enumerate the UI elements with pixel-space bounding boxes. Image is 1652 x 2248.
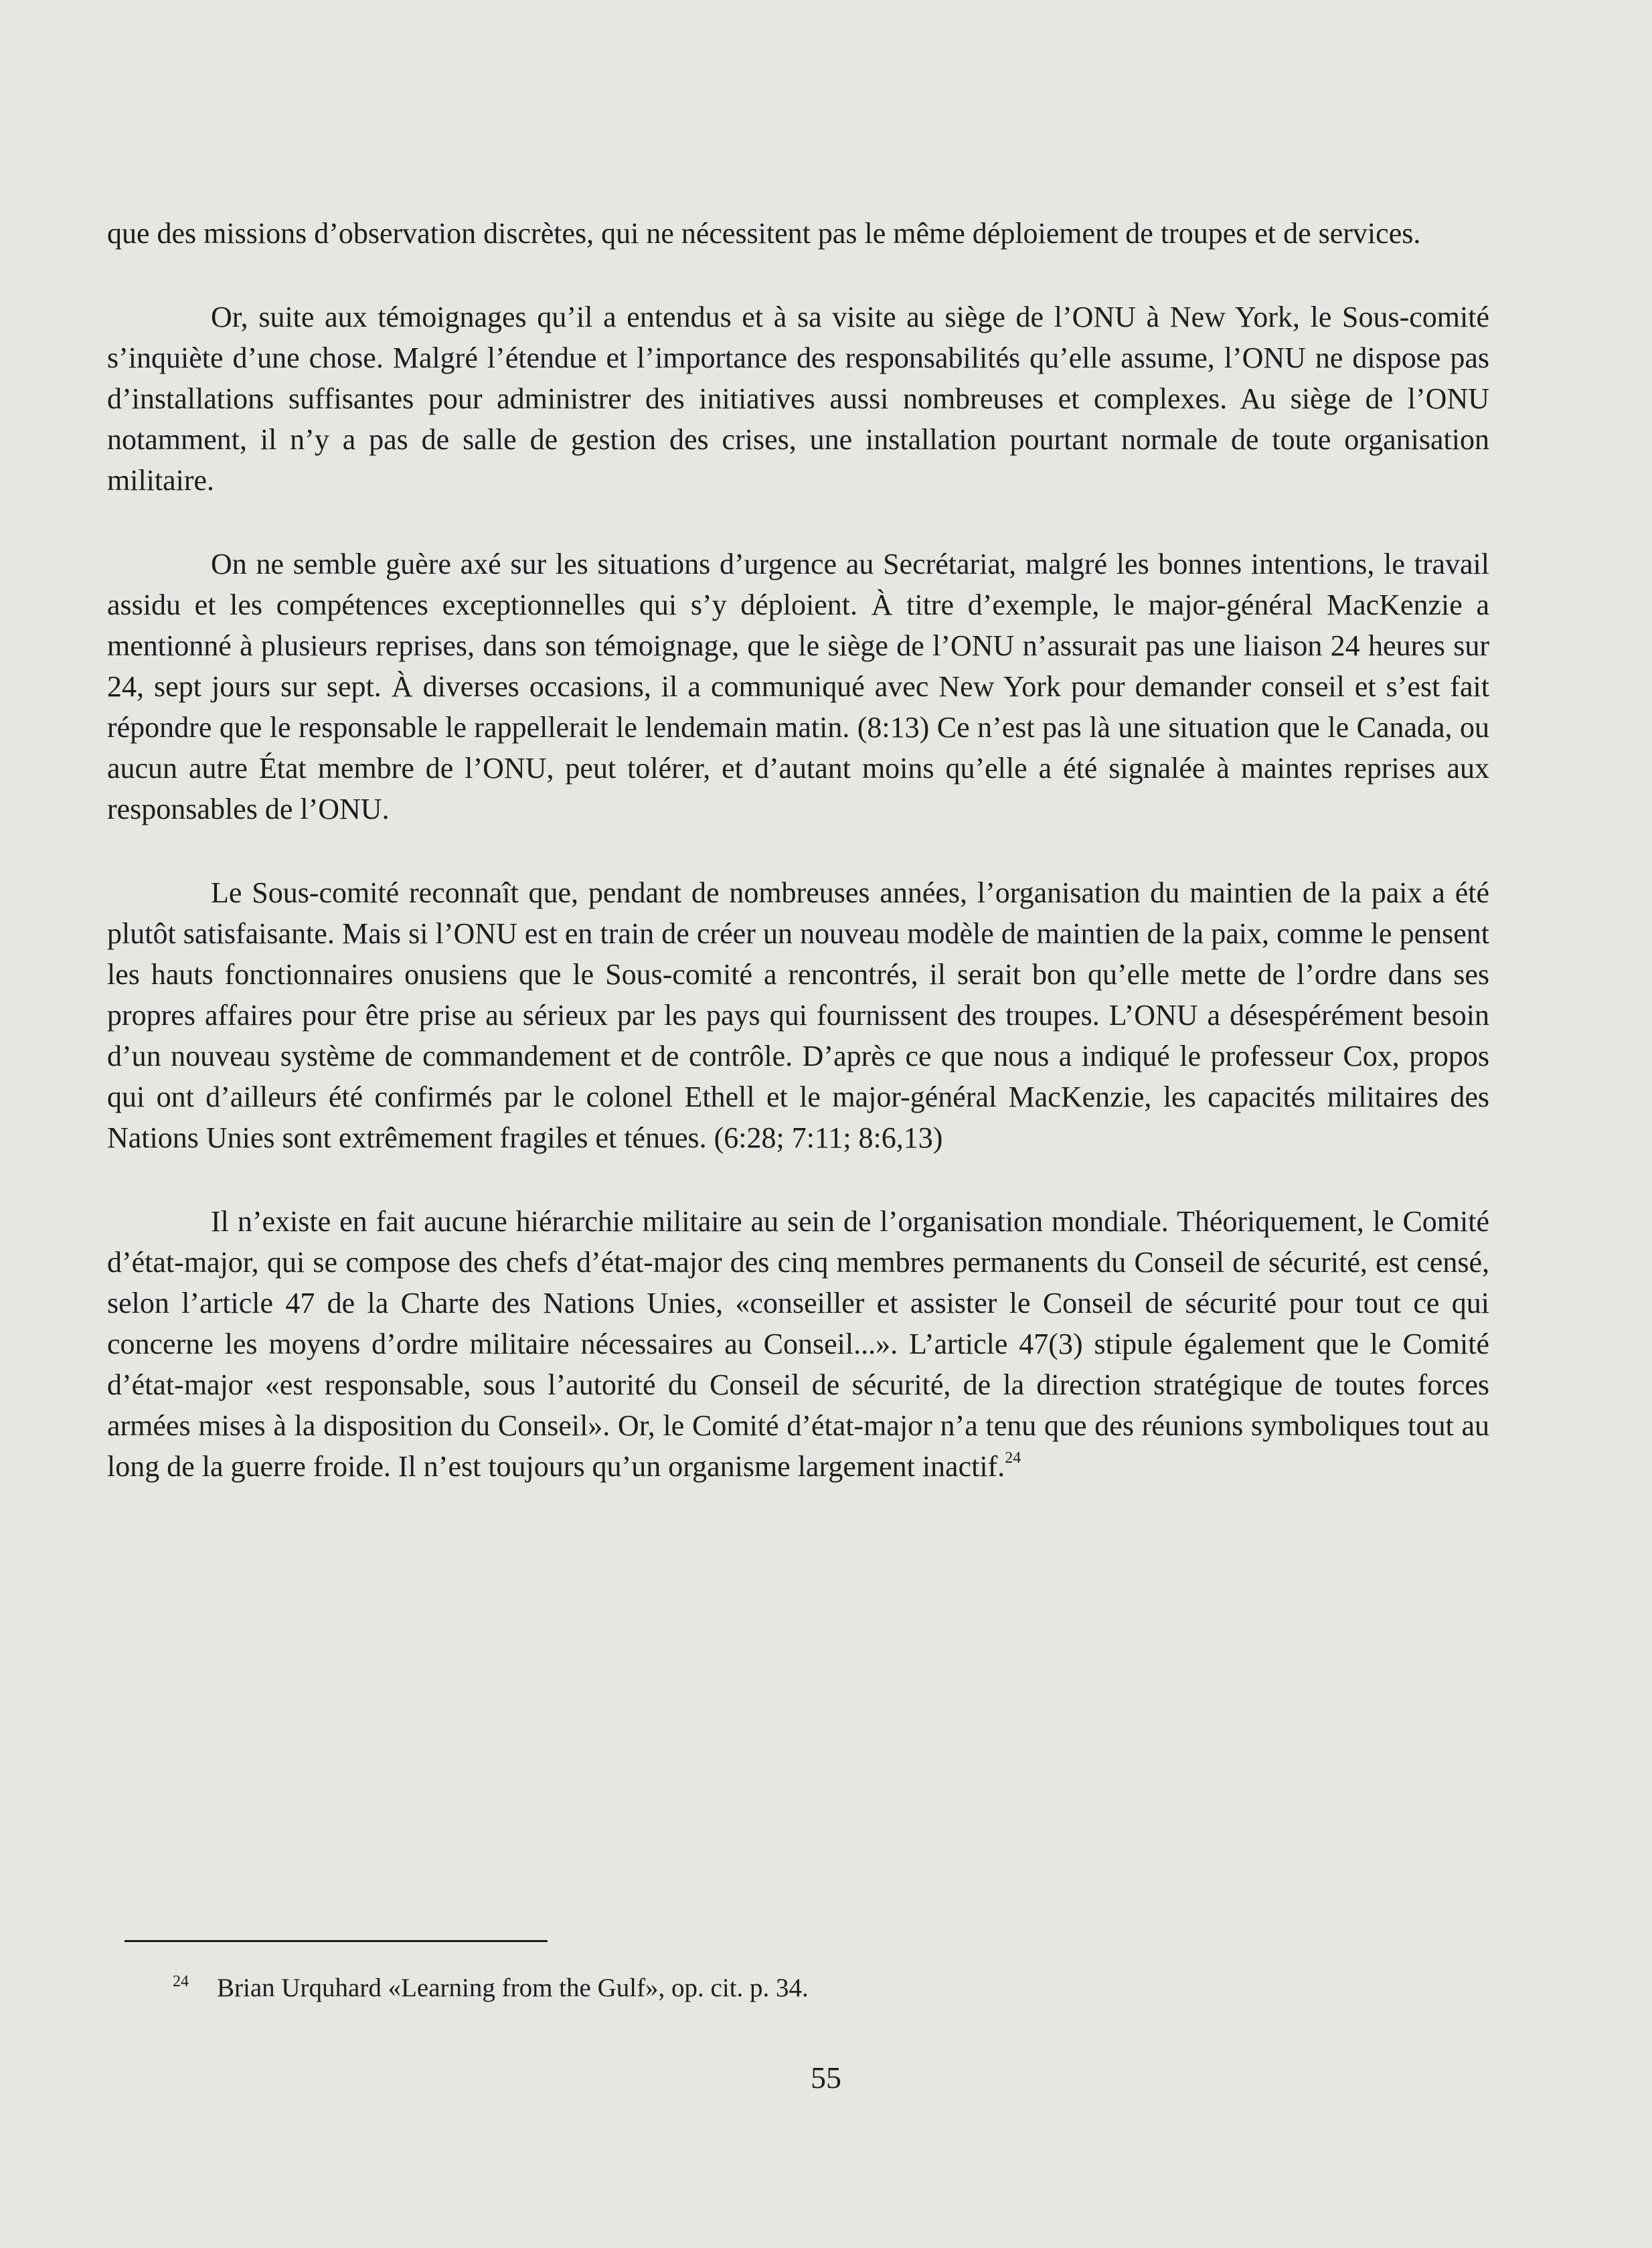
- paragraph-4: Le Sous-comité reconnaît que, pendant de nombreuses années, l’organisation du maintien de la paix a été plutôt satisfaisante. Mais si l’ONU est en train de créer un nouveau modèle de maintien de la paix, comme le pensent les hauts fonctionnaires onusiens que le Sous-comité a rencontrés, il serait bon qu’elle mette de l’ordre dans ses propres affaires pour être prise au sérieux par les pays qui fournissent des troupes. L’ONU a désespérément besoin d’un nouveau système de commandement et de contrôle. D’après ce que nous a indiqué le professeur Cox, propos qui ont d’ailleurs été confirmés par le colonel Ethell et le major-général MacKenzie, les capacités militaires des Nations Unies sont extrêmement fragiles et ténues. (6:28; 7:11; 8:6,13): [107, 876, 1489, 1154]
- body-text: [107, 213, 1489, 1487]
- footnote-separator: [125, 1940, 548, 1942]
- footnote-reference: 24: [1005, 1449, 1021, 1467]
- page-number: 55: [811, 2061, 841, 2095]
- paragraph-5: [107, 1201, 1489, 1487]
- paragraph-1: que des missions d’observation discrètes, qui ne nécessitent pas le même déploiement de troupes et de services.: [107, 217, 1421, 250]
- footnote-text: Brian Urquhard «Learning from the Gulf», op. cit. p. 34.: [217, 1974, 809, 2002]
- paragraph-3: On ne semble guère axé sur les situations d’urgence au Secrétariat, malgré les bonnes intentions, le travail assidu et les compétences exceptionnelles qui s’y déploient. À titre d’exemple, le major-général MacKenzie a mentionné à plusieurs reprises, dans son témoignage, que le siège de l’ONU n’assurait pas une liaison 24 heures sur 24, sept jours sur sept. À diverses occasions, il a communiqué avec New York pour demander conseil et s’est fait répondre que le responsable le rappellerait le lendemain matin. (8:13) Ce n’est pas là une situation que le Canada, ou aucun autre État membre de l’ONU, peut tolérer, et d’autant moins qu’elle a été signalée à maintes reprises aux responsables de l’ONU.: [107, 548, 1489, 825]
- footnote-number: 24: [173, 1973, 189, 1990]
- paragraph-5-text: Il n’existe en fait aucune hiérarchie militaire au sein de l’organisation mondiale. Théoriquement, le Comité d’état-major, qui se compose des chefs d’état-major des cinq membres permanents du Conseil de sécurité, est censé, selon l’article 47 de la Charte des Nations Unies, «conseiller et assister le Conseil de sécurité pour tout ce qui concerne les moyens d’ordre militaire nécessaires au Conseil...». L’article 47(3) stipule également que le Comité d’état-major «est responsable, sous l’autorité du Conseil de sécurité, de la direction stratégique de toutes forces armées mises à la disposition du Conseil». Or, le Comité d’état-major n’a tenu que des réunions symboliques tout au long de la guerre froide. Il n’est toujours qu’un organisme largement inactif.: [107, 1205, 1489, 1483]
- paragraph-2: Or, suite aux témoignages qu’il a entendus et à sa visite au siège de l’ONU à New York, le Sous-comité s’inquiète d’une chose. Malgré l’étendue et l’importance des responsabilités qu’elle assume, l’ONU ne dispose pas d’installations suffisantes pour administrer des initiatives aussi nombreuses et complexes. Au siège de l’ONU notamment, il n’y a pas de salle de gestion des crises, une installation pourtant normale de toute organisation militaire.: [107, 301, 1489, 497]
